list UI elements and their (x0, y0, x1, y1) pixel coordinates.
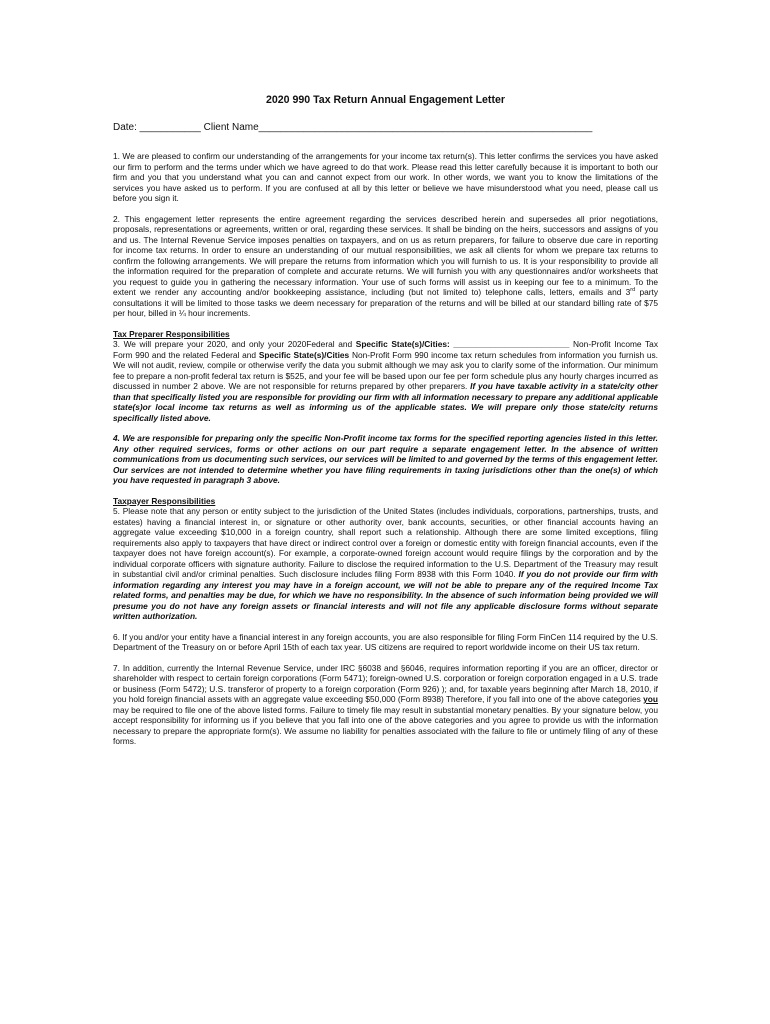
paragraph-7 (113, 663, 658, 747)
paragraph-7-text-c: may be required to file one of the above listed forms. Failure to timely file may result in substantial monetary penalties. By your signature below, you accept responsibility for informing us if you believe that you fall into one of the above categories and you agree to provide us with the information necessary to prepare the appropriate form(s). We assume no liability for penalties associated with the failure to file or untimely filing of any of these forms. (113, 704, 658, 746)
document-title: 2020 990 Tax Return Annual Engagement Letter (265, 94, 505, 106)
date-client-line: Date: ___________ Client Name____________________________________________________________ (113, 122, 593, 133)
taxpayer-section (113, 496, 658, 622)
paragraph-2 (113, 214, 658, 319)
paragraph-2-text-b: party consultations it will be limited to those tasks we deem necessary for preparation of the returns and will be billed at our standard billing rate of $75 per hour, billed in ¼ hour increments. (113, 287, 659, 318)
paragraph-2-text-a: 2. This engagement letter represents the entire agreement regarding the services described herein and supersedes all prior negotiations, proposals, representations or agreements, written or oral, regarding these services. It shall be binding on the heirs, successors and assigns of you and us. The Internal Revenue Service imposes penalties on taxpayers, and on us as return preparers, for failure to observe due care in reporting for income tax returns. In order to ensure an understanding of our mutual responsibilities, we ask all clients for whom we prepare tax returns to confirm the following arrangements. We will prepare the returns from information which you will furnish to us. It is your responsibility to provide all the information required for the preparation of complete and accurate returns. We will furnish you with any questionnaires and/or worksheets that you request to guide you in gathering the necessary information. Your use of such forms will assist us in keeping our fee to a minimum. To the extent we render any accounting and/or bookkeeping assistance, including (but not limited to) telephone calls, letters, emails and 3 (113, 213, 658, 297)
paragraph-3-text-e: Non-Profit Form 990 income tax return schedules from information you furnish us. We will not audit, review, compile or otherwise verify the data you submit although we may ask you to clarify some of the information. Our minimum fee to prepare a non-profit federal tax return is $525, and your fee will be based upon our fee per form schedule plus any hourly charges incurred as discussed in number 2 above. We are not responsible for returns prepared by other preparers. (113, 349, 659, 391)
paragraph-1: 1. We are pleased to confirm our understanding of the arrangements for your income tax return(s). This letter confirms the services you have asked our firm to perform and the terms under which we have agreed to do that work. Please read this letter carefully because it is important to both our firm and you that you understand what you can and cannot expect from our work. In other words, we want you to know the limitations of the services you have asked us to perform. If you are confused at all by this letter or believe we have misunderstood what you need, please call us before you sign it. (113, 151, 658, 203)
paragraph-5 (113, 506, 658, 622)
specific-states-label: Specific State(s)/Cities (258, 349, 350, 360)
paragraph-7-text-a: 7. In addition, currently the Internal Revenue Service, under IRC §6038 and §6046, requires information reporting if you are an officer, director or shareholder with respect to certain foreign corporations (Form 5471); foreign-owned U.S. corporation or foreign corporation engaged in a U.S. trade or business (Form 5472); U.S. transferor of property to a foreign corporation (Form 926) ); and, for taxable years beginning after March 18, 2010, if you hold foreign financial assets with an aggregate value exceeding $50,000 (Form 8938) Therefore, if you fall into one of the above categories (113, 662, 658, 704)
tax-preparer-section (113, 329, 658, 424)
tax-preparer-heading: Tax Preparer Responsibilities (113, 328, 230, 339)
paragraph-5-emphasis: If you do not provide our firm with information regarding any interest you may have in a foreign account, we will not be able to prepare any of the required Income Tax related forms, and penalties may be due, for which we have no responsibility. In the absence of such information being provided we will presume you do not have any foreign assets or financial interests and will not file any applicable disclosure forms without separate written authorization. (113, 569, 658, 621)
paragraph-3-text-a: 3. We will prepare your 2020, and only your 2020Federal and (113, 339, 356, 349)
paragraph-4: 4. We are responsible for preparing only the specific Non-Profit income tax forms for the specified reporting agencies listed in this letter. Any other required services, forms or other actions on our part require a separate engagement letter. In the absence of written communications from us documenting such services, our services will be limited to and governed by the terms of this engagement letter. Our services are not intended to determine whether you have filing requirements in taxing jurisdictions other than the one(s) of which you have requested in paragraph 3 above. (113, 433, 658, 485)
paragraph-7-you: you (643, 694, 658, 704)
specific-states-field: Specific State(s)/Cities: _________________________ (355, 339, 570, 349)
paragraph-3-emphasis: If you have taxable activity in a state/city other than that specifically listed you are responsible for providing our firm with all information necessary to prepare any additional applicable state(s)or local income tax returns as well as informing us of the applicable states. We will prepare only those state/city returns specifically listed above. (113, 381, 659, 423)
paragraph-3-text-c: Non-Profit Income Tax Form 990 and the related Federal and (113, 339, 658, 360)
paragraph-5-text-a: 5. Please note that any person or entity subject to the jurisdiction of the United States (includes individuals, corporations, partnerships, trusts, and estates) having a financial interest in, or signature or other authority over, bank accounts, securities, or other financial accounts having an aggregate value exceeding $10,000 in a foreign country, shall report such a relationship. Although there are some limited exceptions, filing requirements also apply to taxpayers that have direct or indirect control over a foreign or domestic entity with foreign financial accounts, even if the taxpayer does not have foreign account(s). For example, a corporate-owned foreign account would require filings by the corporation and by the individual corporate officers with signature authority. Failure to disclose the required information to the U.S. Department of the Treasury may result in substantial civil and/or criminal penalties. Such disclosure includes filing Form 8938 with this Form 1040. (113, 506, 658, 579)
ordinal-superscript: rd (630, 287, 636, 294)
taxpayer-heading: Taxpayer Responsibilities (113, 495, 216, 506)
paragraph-3 (113, 339, 658, 423)
paragraph-6: 6. If you and/or your entity have a financial interest in any foreign accounts, you are also responsible for filing Form FinCen 114 required by the U.S. Department of the Treasury on or before April 15th of each tax year. US citizens are required to report worldwide income on their US tax return. (113, 631, 658, 652)
